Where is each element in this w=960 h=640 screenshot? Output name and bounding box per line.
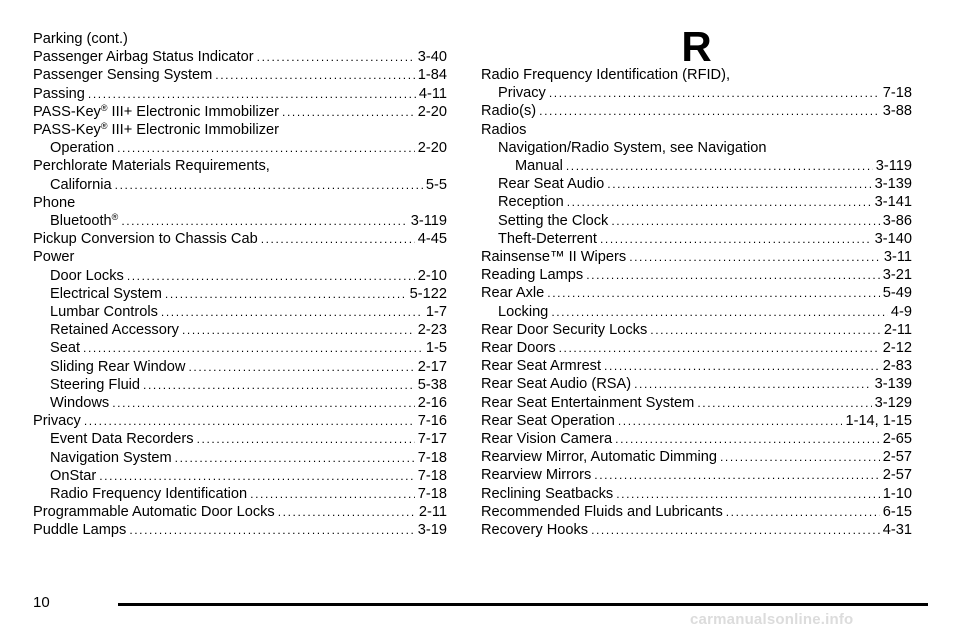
dot-leader: [697, 394, 871, 412]
index-entry: [33, 157, 447, 175]
dot-leader: [726, 503, 880, 521]
entry-page-ref: 7-18: [417, 449, 447, 466]
dot-leader: [278, 503, 416, 521]
index-entry: [33, 212, 447, 230]
entry-page-ref: 1-10: [882, 485, 912, 502]
index-entry: [33, 430, 447, 448]
dot-leader: [215, 66, 415, 84]
index-entry: [33, 321, 447, 339]
index-entry: [33, 176, 447, 194]
entry-title: Reclining Seatbacks: [481, 485, 614, 502]
entry-title: Pickup Conversion to Chassis Cab: [33, 231, 258, 248]
dot-leader: [616, 485, 880, 503]
entry-page-ref: 1-7: [425, 304, 447, 321]
index-entry: [33, 394, 447, 412]
entry-page-ref: 3-129: [874, 394, 912, 411]
index-entry: [33, 412, 447, 430]
dot-leader: [611, 212, 879, 230]
entry-title: OnStar: [50, 467, 97, 484]
dot-leader: [650, 321, 881, 339]
section-letter: R: [681, 23, 712, 70]
registered-mark: ®: [111, 212, 119, 223]
watermark-text: carmanualsonline.info: [690, 611, 854, 628]
dot-leader: [607, 175, 871, 193]
entry-title: Radio Frequency Identification (RFID),: [481, 67, 731, 83]
entry-title: Privacy: [498, 85, 546, 102]
dot-leader: [618, 412, 843, 430]
entry-title: Power: [33, 249, 75, 266]
entry-title: Recommended Fluids and Lubricants: [481, 503, 723, 520]
entry-page-ref: 3-141: [874, 194, 912, 211]
entry-title: Navigation System: [50, 449, 172, 466]
index-entry: [33, 66, 447, 84]
entry-page-ref: 2-11: [883, 321, 912, 338]
index-entry: [33, 449, 447, 467]
entry-title: Navigation/Radio System, see Navigation: [498, 139, 767, 156]
index-entry: [481, 284, 912, 302]
entry-page-ref: 7-18: [417, 467, 447, 484]
entry-title: Radio(s): [481, 103, 537, 120]
entry-page-ref: 3-40: [417, 49, 447, 66]
entry-title: Passing: [33, 85, 85, 102]
dot-leader: [567, 193, 872, 211]
dot-leader: [143, 376, 415, 394]
entry-title: Puddle Lamps: [33, 522, 127, 539]
entry-page-ref: 3-11: [883, 249, 912, 266]
registered-mark: ®: [100, 121, 108, 132]
entry-title: Steering Fluid: [50, 376, 141, 393]
index-entry: [481, 339, 912, 357]
entry-page-ref: 3-86: [882, 212, 912, 229]
dot-leader: [282, 103, 415, 121]
registered-mark: ®: [100, 102, 108, 113]
entry-title: Theft-Deterrent: [498, 230, 597, 247]
index-entry: [481, 266, 912, 284]
entry-title: Locking: [498, 303, 549, 320]
index-entry: [481, 375, 912, 393]
index-entry: [481, 485, 912, 503]
entry-title: Setting the Clock: [498, 212, 609, 229]
dot-leader: [257, 48, 415, 66]
index-entry: [33, 230, 447, 248]
entry-title: Radio Frequency Identification: [50, 486, 248, 503]
index-entry: [33, 358, 447, 376]
entry-page-ref: 2-23: [417, 322, 447, 339]
entry-title: Rear Doors: [481, 340, 556, 357]
entry-page-ref: 3-119: [875, 158, 912, 175]
index-entry: [481, 303, 912, 321]
dot-leader: [591, 521, 880, 539]
entry-page-ref: 2-10: [417, 267, 447, 284]
entry-title: Manual: [515, 158, 563, 175]
index-entry: [481, 139, 912, 157]
index-entry: [481, 466, 912, 484]
index-entry: [481, 230, 912, 248]
entry-title: PASS-Key® III+ Electronic Immobilizer: [33, 121, 280, 139]
index-entry: [481, 84, 912, 102]
dot-leader: [188, 358, 414, 376]
index-entry: [33, 85, 447, 103]
entry-page-ref: 2-17: [417, 358, 447, 375]
entry-title: Parking (cont.): [33, 31, 128, 47]
entry-page-ref: 1-14, 1-15: [845, 412, 912, 429]
entry-title: Programmable Automatic Door Locks: [33, 504, 275, 521]
index-entry: [481, 448, 912, 466]
entry-page-ref: 7-16: [417, 413, 447, 430]
dot-leader: [127, 267, 415, 285]
dot-leader: [115, 176, 423, 194]
entry-page-ref: 5-49: [882, 285, 912, 302]
entry-page-ref: 7-18: [882, 85, 912, 102]
entry-title: Rear Seat Entertainment System: [481, 394, 695, 411]
dot-leader: [261, 230, 415, 248]
entry-title: Rear Seat Audio (RSA): [481, 376, 632, 393]
entry-page-ref: 3-21: [882, 267, 912, 284]
entry-title: Privacy: [33, 413, 81, 430]
entry-title: Rear Door Security Locks: [481, 321, 648, 338]
entry-title: PASS-Key® III+ Electronic Immobilizer: [33, 102, 280, 120]
index-entry: [33, 467, 447, 485]
entry-page-ref: 3-19: [417, 522, 447, 539]
dot-leader: [566, 157, 873, 175]
entry-title: Passenger Sensing System: [33, 67, 213, 84]
entry-page-ref: 2-20: [417, 103, 447, 120]
entry-title: Windows: [50, 395, 110, 412]
dot-leader: [84, 412, 415, 430]
entry-page-ref: 2-83: [882, 358, 912, 375]
index-entry: [33, 485, 447, 503]
entry-page-ref: 2-12: [882, 340, 912, 357]
index-entry: [33, 103, 447, 121]
entry-page-ref: 5-122: [409, 285, 447, 302]
entry-title: Event Data Recorders: [50, 431, 194, 448]
index-entry: [33, 139, 447, 157]
index-column-left: [33, 30, 447, 540]
index-entry: [33, 194, 447, 212]
entry-page-ref: 4-45: [417, 231, 447, 248]
index-entry: [33, 303, 447, 321]
entry-title: Lumbar Controls: [50, 304, 158, 321]
index-entry: [481, 521, 912, 539]
entry-title: California: [50, 176, 112, 193]
entry-title: Reception: [498, 194, 564, 211]
index-entry: [481, 66, 912, 84]
entry-title: Rear Seat Armrest: [481, 358, 602, 375]
entry-title: Rainsense™ II Wipers: [481, 249, 627, 266]
index-entry: [481, 102, 912, 120]
dot-leader: [99, 467, 415, 485]
entry-page-ref: 1-5: [425, 340, 447, 357]
page-number: 10: [33, 594, 50, 611]
dot-leader: [594, 466, 880, 484]
entry-page-ref: 4-11: [418, 85, 447, 102]
index-entry: [33, 503, 447, 521]
dot-leader: [165, 285, 407, 303]
entry-title: Rearview Mirror, Automatic Dimming: [481, 449, 717, 466]
index-entry: [481, 394, 912, 412]
entry-page-ref: 5-38: [417, 376, 447, 393]
index-entry: [481, 412, 912, 430]
entry-page-ref: 3-139: [874, 376, 912, 393]
entry-title: Perchlorate Materials Requirements,: [33, 158, 270, 175]
index-entry: [481, 212, 912, 230]
dot-leader: [182, 321, 415, 339]
dot-leader: [720, 448, 880, 466]
index-entry: [481, 193, 912, 211]
dot-leader: [549, 84, 880, 102]
index-entry: [481, 430, 912, 448]
entry-title: Phone: [33, 194, 76, 211]
entry-page-ref: 1-84: [417, 67, 447, 84]
entry-page-ref: 3-119: [410, 213, 447, 230]
dot-leader: [615, 430, 880, 448]
index-entry: [481, 175, 912, 193]
index-entry: [33, 521, 447, 539]
entry-page-ref: 2-20: [417, 140, 447, 157]
entry-page-ref: 3-140: [874, 230, 912, 247]
entry-title: Rearview Mirrors: [481, 467, 592, 484]
entry-page-ref: 3-139: [874, 176, 912, 193]
entry-title: Passenger Airbag Status Indicator: [33, 49, 254, 66]
dot-leader: [250, 485, 415, 503]
entry-page-ref: 4-31: [882, 522, 912, 539]
dot-leader: [634, 375, 872, 393]
entry-title: Door Locks: [50, 267, 124, 284]
dot-leader: [539, 102, 880, 120]
dot-leader: [121, 212, 407, 230]
dot-leader: [559, 339, 880, 357]
index-entry: [481, 248, 912, 266]
dot-leader: [551, 303, 888, 321]
dot-leader: [629, 248, 881, 266]
dot-leader: [600, 230, 872, 248]
entry-title: Bluetooth®: [50, 212, 119, 230]
entry-title: Recovery Hooks: [481, 522, 589, 539]
entry-title: Rear Seat Audio: [498, 176, 605, 193]
index-entry: [33, 285, 447, 303]
index-entry: [481, 121, 912, 139]
dot-leader: [112, 394, 415, 412]
dot-leader: [161, 303, 423, 321]
index-column-right: [481, 23, 912, 539]
dot-leader: [83, 339, 423, 357]
entry-title: Radios: [481, 121, 527, 138]
index-entry: [33, 48, 447, 66]
entry-page-ref: 2-65: [882, 431, 912, 448]
index-entry: [33, 248, 447, 266]
entry-page-ref: 2-11: [418, 504, 447, 521]
entry-page-ref: 4-9: [890, 303, 912, 320]
entry-title: Rear Axle: [481, 285, 545, 302]
dot-leader: [604, 357, 880, 375]
right-entries: [481, 66, 912, 539]
dot-leader: [129, 521, 414, 539]
index-entry: [481, 503, 912, 521]
entry-page-ref: 2-16: [417, 395, 447, 412]
dot-leader: [197, 430, 415, 448]
entry-title: Rear Seat Operation: [481, 412, 615, 429]
entry-title: Rear Vision Camera: [481, 431, 613, 448]
index-entry: [481, 357, 912, 375]
entry-title: Operation: [50, 140, 115, 157]
index-entry: [33, 376, 447, 394]
index-entry: [33, 30, 447, 48]
entry-title: Reading Lamps: [481, 267, 584, 284]
entry-title: Sliding Rear Window: [50, 358, 186, 375]
entry-page-ref: 5-5: [425, 176, 447, 193]
footer-rule: [118, 603, 928, 606]
entry-page-ref: 3-88: [882, 103, 912, 120]
index-entry: [33, 121, 447, 139]
entry-page-ref: 7-18: [417, 486, 447, 503]
entry-page-ref: 2-57: [882, 467, 912, 484]
index-entry: [481, 321, 912, 339]
index-entry: [33, 267, 447, 285]
dot-leader: [547, 284, 880, 302]
dot-leader: [586, 266, 880, 284]
entry-title: Seat: [50, 340, 81, 357]
entry-title: Retained Accessory: [50, 322, 179, 339]
dot-leader: [117, 139, 415, 157]
dot-leader: [88, 85, 416, 103]
index-entry: [33, 339, 447, 357]
entry-title: Electrical System: [50, 285, 162, 302]
entry-page-ref: 6-15: [882, 503, 912, 520]
entry-page-ref: 2-57: [882, 449, 912, 466]
entry-page-ref: 7-17: [417, 431, 447, 448]
dot-leader: [175, 449, 415, 467]
index-entry: [481, 157, 912, 175]
